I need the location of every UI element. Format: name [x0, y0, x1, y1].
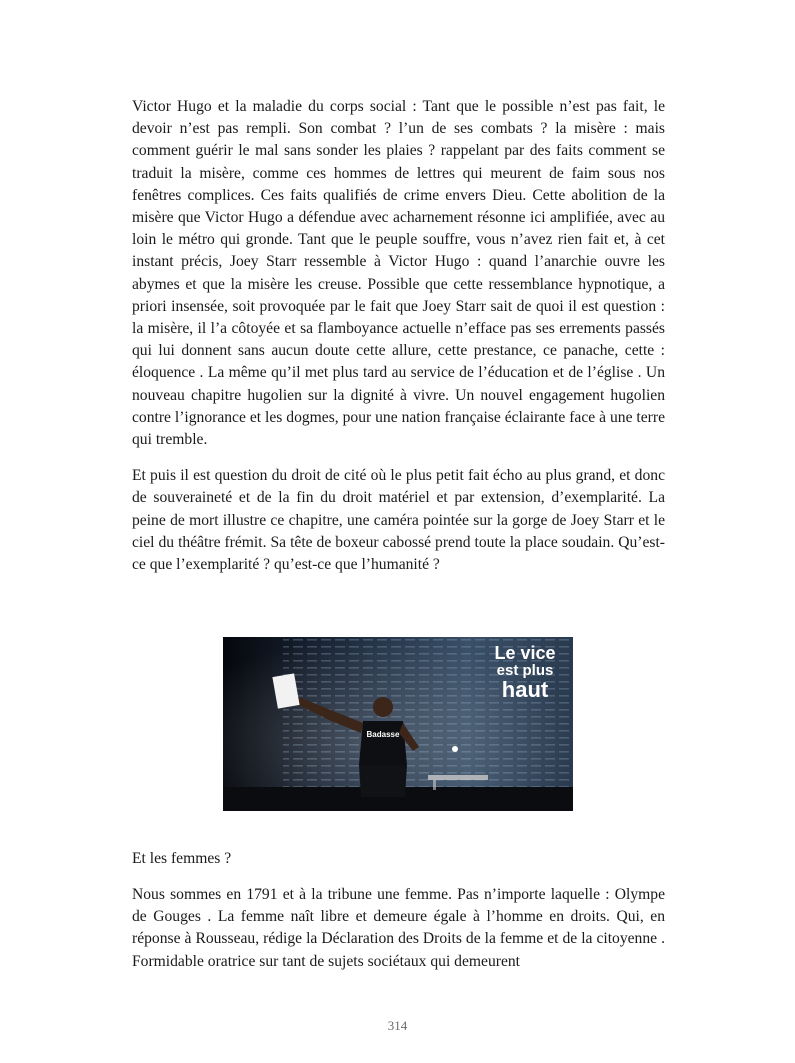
paragraph-olympe-de-gouges: Nous sommes en 1791 et à la tribune une femme. Pas n’importe laquelle : Olympe de Gouges . La femme naît libre et demeure égale à l’homme en droits. Qui, en réponse à Rousseau, rédige la Déclaration des Droits de la femme et de la citoyenne . Formidable oratrice sur tant de sujets sociétaux qui demeurent: [132, 886, 665, 970]
sign-line-2: est plus: [496, 662, 554, 679]
stage-photo-illustration: [223, 637, 573, 811]
shirt-text: Badasse: [366, 730, 400, 739]
sign-line-1: Le vice: [494, 643, 556, 663]
upper-text-block: [132, 96, 665, 590]
lower-text-block: [132, 884, 665, 973]
stage-photo: [223, 637, 573, 811]
section-heading: Et les femmes ?: [132, 850, 232, 867]
page-number: 314: [387, 1018, 408, 1033]
paragraph-droit-de-cite: Et puis il est question du droit de cité où le plus petit fait écho au plus grand, et donc de souveraineté et de la fin du droit matériel et par extension, d’exemplarité. La peine de mort illustre ce chapitre, une caméra pointée sur la gorge de Joey Starr et le ciel du théâtre frémit. Sa tête de boxeur cabossé prend toute la place soudain. Qu’est-ce que l’exemplarité ? qu’est-ce que l’humanité ?: [132, 467, 665, 574]
paragraph-victor-hugo: Victor Hugo et la maladie du corps social : Tant que le possible n’est pas fait, le devoir n’est pas rempli. Son combat ? l’un de ses combats ? la misère : mais comment guérir le mal sans sonder les plaies ? rappelant par des faits comment se traduit la misère, comme ces hommes de lettres qui meurent de faim sous nos fenêtres complices. Ces faits qualifiés de crime envers Dieu. Cette abolition de la misère que Victor Hugo a défendue avec acharnement résonne ici amplifiée, avec au loin le métro qui gronde. Tant que le peuple souffre, vous n’avez rien fait et, à cet instant précis, Joey Starr ressemble à Victor Hugo : quand l’anarchie ouvre les abymes et que la misère les creuse. Possible que cette ressemblance hypnotique, a priori insensée, soit provoquée par le fait que Joey Starr sait de quoi il est question : la misère, il l’a côtoyée et sa flamboyance actuelle n’efface pas ses errements passés qui lui donnent sans aucun doute cette allure, cette prestance, ce panache, cette : éloquence . La même qu’il met plus tard au service de l’éducation et de l’église . Un nouveau chapitre hugolien sur la dignité à vivre. Un nouvel engagement hugolien contre l’ignorance et les dogmes, pour une nation française éclairante face à une terre qui tremble.: [132, 98, 665, 449]
sign-line-3: haut: [501, 677, 549, 702]
